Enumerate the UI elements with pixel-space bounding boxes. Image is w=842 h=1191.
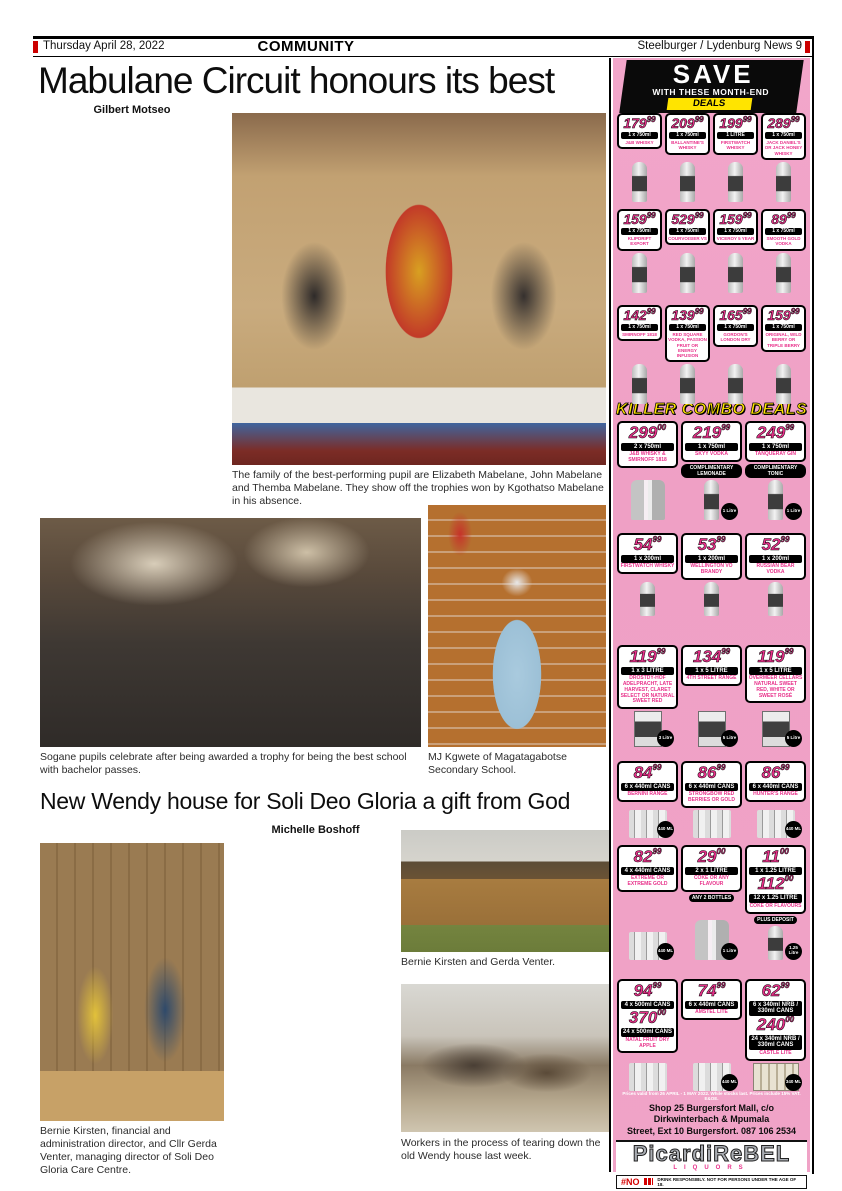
deal (745, 761, 806, 838)
deal-card (681, 645, 742, 686)
deal-quantity: 1 x 750ml (669, 132, 706, 140)
deal-product-name: SMIRNOFF 1818 (622, 332, 657, 338)
deal (713, 305, 758, 404)
product-bottle-image (761, 253, 806, 293)
product-bottle-image (681, 904, 742, 960)
save-banner (613, 58, 810, 112)
deal-card (761, 209, 806, 251)
deal-quantity: 1 x 1.25 LITRE (749, 867, 802, 876)
save-banner-deals-tag: DEALS (666, 98, 752, 110)
deal-card (681, 533, 742, 580)
deal-quantity: 6 x 440ml CANS (685, 1001, 738, 1010)
deal-card (617, 305, 662, 341)
deal-quantity: 1 x 750ml (717, 228, 754, 236)
deal-note-pill: COMPLIMENTARY TONIC (745, 464, 806, 478)
small-bottle-deals-row (613, 532, 810, 644)
caption-sogane-pupils: Sogane pupils celebrate after being awarded a trophy for being the best school with bachelor passes. (40, 751, 407, 777)
deal-note-pill: COMPLIMENTARY LEMONADE (681, 464, 742, 478)
red-corner-mark-right (805, 41, 810, 53)
deal-note-pill: ANY 2 BOTTLES (689, 894, 734, 902)
deal-card (745, 533, 806, 580)
product-bottle-image (617, 894, 678, 960)
deal-product-name: WELLINGTON VO BRANDY (690, 563, 733, 576)
volume-badge: 1 Litre (785, 503, 802, 520)
deal-quantity: 1 x 3 LITRE (621, 667, 674, 676)
deal (681, 645, 742, 747)
deal-product-name: HUNTER'S RANGE (753, 791, 798, 798)
deal-price: $86^{99}$ (761, 763, 790, 782)
store-address (613, 1102, 810, 1139)
deal-card (617, 845, 678, 892)
deal-quantity: 1 x 750ml (621, 228, 658, 236)
volume-badge: 3 Litre (657, 730, 674, 747)
deal-quantity: 1 x 750ml (765, 228, 802, 236)
deal-card (745, 421, 806, 462)
caption-new-wendy-house: Bernie Kirsten and Gerda Venter. (401, 956, 556, 968)
deal-card (745, 645, 806, 703)
deal-product-name: 4TH STREET RANGE (686, 675, 737, 682)
deal-price: $62^{99}$ (761, 981, 790, 1000)
column-divider-rule (609, 58, 611, 1172)
deal-price: $29^{00}$ (697, 847, 726, 866)
deal-quantity: 1 LITRE (717, 132, 754, 140)
deal-quantity: 6 x 340ml NRB / 330ml CANS (749, 1001, 802, 1016)
deal-price: $299^{00}$ (628, 423, 667, 442)
deal-price-bulk: $240^{00}$ (756, 1015, 795, 1035)
deal-product-name: JACK DANIEL'S OR JACK HONEY WHISKY (764, 140, 803, 156)
deal-price: $119^{99}$ (629, 647, 666, 666)
product-bottle-image (617, 1055, 678, 1090)
product-bottle-image (745, 804, 806, 838)
deal-price: $289^{99}$ (767, 115, 800, 131)
product-bottle-image (745, 582, 806, 616)
deal (617, 113, 662, 202)
deal (665, 113, 710, 202)
volume-badge: 440 ML (657, 821, 674, 838)
deal-product-name: SMOOTH GOLD VODKA (766, 236, 801, 247)
caption-mj-kgwete: MJ Kgwete of Magatagabotse Secondary School. (428, 751, 567, 777)
deal-price: $179^{99}$ (623, 115, 656, 131)
photo-mj-kgwete (428, 505, 606, 747)
volume-badge: 1 Litre (721, 503, 738, 520)
mixed-deals-row (613, 844, 810, 978)
save-banner-subtitle: WITH THESE MONTH-END (652, 86, 770, 97)
deal-price: $142^{99}$ (623, 307, 656, 323)
killer-combo-title: KILLER COMBO DEALS (615, 401, 808, 418)
deal-quantity: 1 x 750ml (717, 324, 754, 332)
product-bottle-image (617, 151, 662, 201)
deal-price: $52^{99}$ (761, 535, 790, 554)
deal-quantity: 1 x 200ml (685, 555, 738, 564)
deal-card (681, 845, 742, 892)
deal-card (681, 979, 742, 1020)
photo-new-wendy-house (401, 830, 609, 952)
deal-product-name: RUSSIAN BEAR VODKA (756, 563, 795, 576)
deal-card (617, 209, 662, 251)
deal-card (617, 113, 662, 149)
validity-note: Prices valid from 26 APRIL - 1 MAY 2022. While stocks last. Prices include 15% VAT. E&OE. (622, 1091, 801, 1101)
deal (617, 533, 678, 616)
deal-price: $219^{99}$ (692, 423, 731, 442)
deal-quantity: 1 x 5 LITRE (685, 667, 738, 676)
deal-quantity: 1 x 750ml (749, 443, 802, 452)
deal-card (665, 209, 710, 245)
deal-product-name: OVERMEER CELLARS NATURAL SWEET RED, WHITE OR SWEET ROSÉ (748, 675, 803, 699)
combo-deals-row (613, 420, 810, 532)
deal-product-name: SKYY VODKA (695, 451, 728, 458)
box-wine-deals-row (613, 644, 810, 760)
issue-date: Thursday April 28, 2022 (43, 40, 165, 52)
aware-logo-icon (644, 1178, 654, 1185)
deal-product-name: J&B WHISKY & SMIRNOFF 1818 (628, 451, 667, 464)
logo-wordmark: PicardiReBEL (632, 1140, 791, 1166)
product-bottle-image (713, 247, 758, 292)
deal-price: $86^{99}$ (697, 763, 726, 782)
deal-price: $84^{99}$ (633, 763, 662, 782)
deal-price: $11^{00}$ (762, 847, 789, 866)
caption-matric-family: The family of the best-performing pupil are Elizabeth Mabelane, John Mabelane and Themba Mabelane. They show off the trophies won by Kgothatso Mabelane in his absence. (232, 469, 604, 508)
deal (745, 979, 806, 1091)
deal-product-name: ORIGINAL, WILD BERRY OR TRIPLE BERRY (765, 332, 802, 348)
deal-card (761, 113, 806, 160)
deal-product-name: GORDON'S LONDON DRY (720, 332, 751, 343)
product-bottle-image (713, 157, 758, 202)
deal-quantity: 1 x 750ml (765, 132, 802, 140)
product-bottle-image (617, 343, 662, 404)
deal-card (713, 305, 758, 347)
photo-matric-family (232, 113, 606, 465)
product-bottle-image (745, 705, 806, 747)
deal-quantity: 1 x 750ml (669, 228, 706, 236)
product-bottle-image (617, 253, 662, 293)
deal (745, 421, 806, 520)
deal-quantity: 4 x 440ml CANS (621, 867, 674, 876)
caption-kirsten-venter: Bernie Kirsten, financial and administration director, and Cllr Gerda Venter, managing director of Soli Deo Gloria Care Centre. (40, 1125, 217, 1177)
volume-badge: 1 Litre (721, 943, 738, 960)
deal-product-name: DROSTDY-HOF ADELPRACHT, LATE HARVEST, CLARET SELECT OR NATURAL SWEET RED (620, 675, 675, 705)
deal-quantity: 1 x 750ml (765, 324, 802, 332)
deal-price: $74^{99}$ (697, 981, 726, 1000)
deal-product-name: CASTLE LITE (759, 1050, 792, 1057)
deal (713, 209, 758, 293)
deal-card (681, 421, 742, 462)
deal-price: $209^{99}$ (671, 115, 704, 131)
volume-badge: 5 Litre (785, 730, 802, 747)
product-bottle-image (681, 810, 742, 838)
deal-card (745, 761, 806, 802)
photo-burned-wendy-house (401, 984, 609, 1132)
deal (745, 645, 806, 747)
responsibility-strip (616, 1175, 807, 1189)
deal-card (745, 845, 806, 914)
deal-price: $165^{99}$ (719, 307, 752, 323)
no-under18-tag: #NO (621, 1176, 640, 1187)
deal-quantity: 6 x 440ml CANS (749, 783, 802, 792)
deal-product-name: COKE OR ANY FLAVOUR (693, 875, 730, 888)
product-bottle-image (761, 162, 806, 202)
deal-card (681, 761, 742, 808)
deal-product-name: TANQUERAY GIN (754, 451, 797, 458)
article1-body (37, 121, 228, 519)
deal-card (665, 113, 710, 155)
deal-price-bulk: $112^{00}$ (757, 874, 794, 894)
deal-quantity: 2 x 1 LITRE (685, 867, 738, 876)
product-bottle-image (745, 1063, 806, 1091)
deal-price: $119^{99}$ (757, 647, 794, 666)
deal (617, 645, 678, 747)
deal-product-name: COURVOISIER VS (668, 236, 707, 242)
deal-price: $529^{99}$ (671, 211, 704, 227)
deal-card (665, 305, 710, 362)
product-bottle-image (681, 582, 742, 616)
deal-product-name: EXTREME OR EXTREME GOLD (627, 875, 668, 888)
liquor-advert (613, 58, 810, 1187)
deal-product-name: STRONGBOW RED BERRIES OR GOLD (688, 791, 735, 804)
article1-headline: Mabulane Circuit honours its best (38, 60, 555, 101)
deal (681, 845, 742, 960)
product-bottle-image (681, 1022, 742, 1091)
deal (665, 305, 710, 404)
deal (617, 305, 662, 404)
article2-body (229, 845, 402, 1147)
deal-quantity: 1 x 750ml (621, 132, 658, 140)
deal-price: $94^{99}$ (633, 981, 662, 1000)
advert-footer (613, 1090, 810, 1191)
volume-badge: 5 Litre (721, 730, 738, 747)
header-bottom-rule (33, 56, 813, 57)
product-bottle-image (617, 576, 678, 616)
deal (761, 305, 806, 404)
deal-price: $139^{99}$ (671, 307, 704, 323)
deal-card (745, 979, 806, 1061)
deal-price-bulk: $370^{00}$ (628, 1008, 667, 1028)
deal-product-name: FIRSTWATCH WHISKY (720, 140, 751, 151)
deal-card (617, 421, 678, 468)
deal (681, 761, 742, 838)
deal (681, 533, 742, 616)
deal-card (617, 645, 678, 709)
product-bottle-image (665, 157, 710, 202)
volume-badge: 440 ML (785, 821, 802, 838)
volume-badge: 440 ML (721, 1074, 738, 1091)
deal-card (617, 761, 678, 802)
logo-subtitle: LIQUORS (673, 1164, 750, 1171)
product-bottle-image (761, 354, 806, 404)
deal (617, 209, 662, 293)
deal-quantity: 1 x 750ml (669, 324, 706, 332)
deal-card (713, 113, 758, 155)
picardi-rebel-logo (616, 1140, 807, 1173)
photo-kirsten-venter (40, 843, 224, 1121)
deal (713, 113, 758, 202)
deal-product-name: BALLANTINE'S WHISKY (671, 140, 704, 151)
deal-quantity: 1 x 200ml (621, 555, 674, 564)
deal (745, 845, 806, 960)
caption-burned-wendy-house: Workers in the process of tearing down the old Wendy house last week. (401, 1137, 601, 1163)
deal-quantity: 1 x 750ml (685, 443, 738, 452)
product-bottle-image (745, 926, 806, 960)
deal-quantity: 1 x 5 LITRE (749, 667, 802, 676)
deal (681, 979, 742, 1091)
article2-headline: New Wendy house for Soli Deo Gloria a gift from God (40, 788, 571, 814)
deal-quantity: 1 x 200ml (749, 555, 802, 564)
deal-quantity: 6 x 440ml CANS (685, 783, 738, 792)
deal (761, 113, 806, 202)
product-bottle-image (617, 711, 678, 747)
bottom-deals-row (613, 978, 810, 1090)
deal-quantity-bulk: 12 x 1.25 LITRE (749, 894, 802, 903)
volume-badge: 1.25 Litre (785, 943, 802, 960)
month-end-deals-row3 (613, 304, 810, 400)
product-bottle-image (665, 364, 710, 404)
deal-product-name: RED SQUARE VODKA, PASSION FRUIT OR ENERGY INFUSION (668, 332, 707, 358)
deal-product-name: VICEROY 5 YEAR (716, 236, 755, 242)
store-address-line2: Street, Ext 10 Burgersfort. 087 106 2534 (626, 1125, 797, 1136)
deal-price: $159^{99}$ (767, 307, 800, 323)
deal-price: $159^{99}$ (719, 211, 752, 227)
deal-quantity: 1 x 750ml (621, 324, 658, 332)
page-right-rule (812, 36, 814, 1174)
deal-product-name: COKE OR FLAVOURS (749, 902, 802, 909)
deal-product-name: KLIPDRIFT EXPORT (627, 236, 652, 247)
can-deals-row (613, 760, 810, 844)
volume-badge: 440 ML (657, 943, 674, 960)
product-bottle-image (713, 349, 758, 405)
deal-quantity: 6 x 440ml CANS (621, 783, 674, 792)
deal-price: $159^{99}$ (623, 211, 656, 227)
deal (617, 421, 678, 520)
disclaimer-text: DRINK RESPONSIBLY. NOT FOR PERSONS UNDER THE AGE OF 18. (657, 1176, 797, 1187)
deal-quantity-bulk: 24 x 340ml NRB / 330ml CANS (749, 1035, 802, 1050)
deal-price: $53^{99}$ (697, 535, 726, 554)
month-end-deals-row2 (613, 208, 810, 304)
product-bottle-image (665, 247, 710, 292)
deal-price: $89^{99}$ (771, 211, 796, 227)
deal-price: $54^{99}$ (633, 535, 662, 554)
deal (617, 845, 678, 960)
deal-product-name: NATAL FRUIT DRY APPLE (625, 1036, 670, 1049)
paper-name-page-number: Steelburger / Lydenburg News 9 (637, 40, 802, 52)
product-bottle-image (745, 480, 806, 520)
deal-price: $134^{99}$ (692, 647, 731, 666)
deal (761, 209, 806, 293)
deal-quantity: 2 x 750ml (621, 443, 674, 452)
article2-byline: Michelle Boshoff (271, 824, 360, 836)
photo-sogane-pupils (40, 518, 421, 747)
deal-card (713, 209, 758, 245)
deal (745, 533, 806, 616)
deal-price: $249^{99}$ (756, 423, 795, 442)
deal (665, 209, 710, 293)
deal-product-name: J&B WHISKY (625, 140, 654, 146)
deal-quantity-bulk: 24 x 500ml CANS (622, 1029, 673, 1036)
month-end-deals-row1 (613, 112, 810, 208)
deal-card (617, 533, 678, 574)
deal-product-name: AMSTEL LITE (695, 1009, 728, 1016)
deal (617, 761, 678, 838)
product-bottle-image (617, 804, 678, 838)
deal (617, 979, 678, 1091)
deal-quantity: 4 x 500ml CANS (621, 1001, 674, 1010)
article1-byline: Gilbert Motseo (93, 104, 171, 116)
deal-note-pill: PLUS DEPOSIT (754, 916, 797, 924)
product-bottle-image (681, 480, 742, 520)
deal-card (617, 979, 678, 1053)
deal-product-name: FIRSTWATCH WHISKY (620, 563, 675, 570)
deal-price: $199^{99}$ (719, 115, 752, 131)
volume-badge: 340 ML (785, 1074, 802, 1091)
product-bottle-image (617, 470, 678, 520)
save-banner-black-shape (619, 60, 803, 113)
section-title: COMMUNITY (257, 38, 355, 55)
save-banner-title: SAVE (672, 59, 754, 89)
deal-card (761, 305, 806, 352)
deal (681, 421, 742, 520)
product-bottle-image (681, 688, 742, 747)
deal-product-name: BERNINI RANGE (627, 791, 668, 798)
deal-price: $82^{99}$ (633, 847, 662, 866)
store-address-line1: Shop 25 Burgersfort Mall, c/o Dirkwinterbach & Mpumala (648, 1103, 775, 1125)
